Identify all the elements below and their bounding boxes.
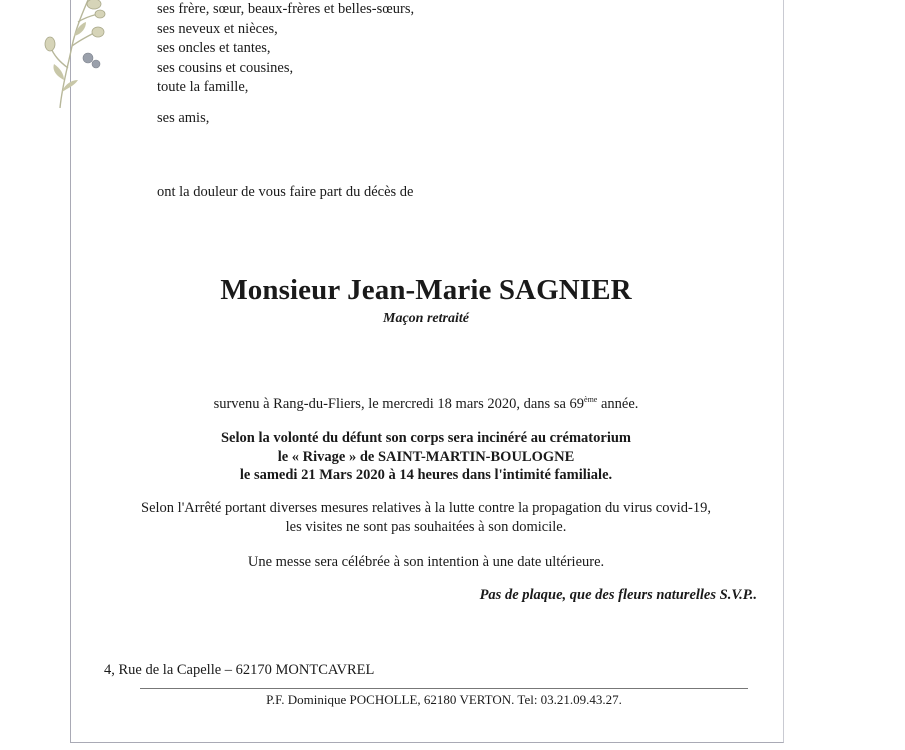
covid-line: Selon l'Arrêté portant diverses mesures relatives à la lutte contre la propagation du virus covid-19, <box>141 500 711 516</box>
cremation-line: le samedi 21 Mars 2020 à 14 heures dans l'intimité familiale. <box>239 467 613 483</box>
flowers-notice: Pas de plaque, que des fleurs naturelles S.V.P.. <box>479 587 757 603</box>
family-line: ses cousins et cousines, <box>157 59 294 76</box>
family-line: ses neveux et nièces, <box>157 20 278 37</box>
deceased-name: Monsieur Jean-Marie SAGNIER <box>220 274 632 306</box>
death-details-suffix: année. <box>597 396 639 412</box>
covid-notice <box>70 499 782 537</box>
death-details-prefix: survenu à Rang-du-Fliers, le mercredi 18 mars 2020, dans sa 69 <box>213 396 585 412</box>
friends-line: ses amis, <box>157 110 210 126</box>
cremation-line: le « Rivage » de SAINT-MARTIN-BOULOGNE <box>277 448 575 465</box>
cremation-line: Selon la volonté du défunt son corps sera incinéré au crématorium <box>220 430 631 446</box>
funeral-home-info: P.F. Dominique POCHOLLE, 62180 VERTON. Tel: 03.21.09.43.27. <box>266 692 622 707</box>
death-details <box>70 395 782 413</box>
announcement-line: ont la douleur de vous faire part du décès de <box>157 184 414 200</box>
family-line: ses oncles et tantes, <box>157 40 271 56</box>
family-line: ses frère, sœur, beaux-frères et belles-sœurs, <box>157 1 415 17</box>
family-list <box>157 0 414 98</box>
cremation-notice <box>70 429 782 485</box>
family-address: 4, Rue de la Capelle – 62170 MONTCAVREL <box>104 662 375 678</box>
mass-notice: Une messe sera célébrée à son intention à une date ultérieure. <box>247 554 605 570</box>
family-line: toute la famille, <box>157 79 249 95</box>
deceased-profession: Maçon retraité <box>383 311 469 326</box>
covid-line: les visites ne sont pas souhaitées à son domicile. <box>285 519 567 535</box>
flower-decoration-icon <box>38 0 110 108</box>
age-ordinal: ème <box>584 395 598 404</box>
footer-divider <box>140 688 748 689</box>
